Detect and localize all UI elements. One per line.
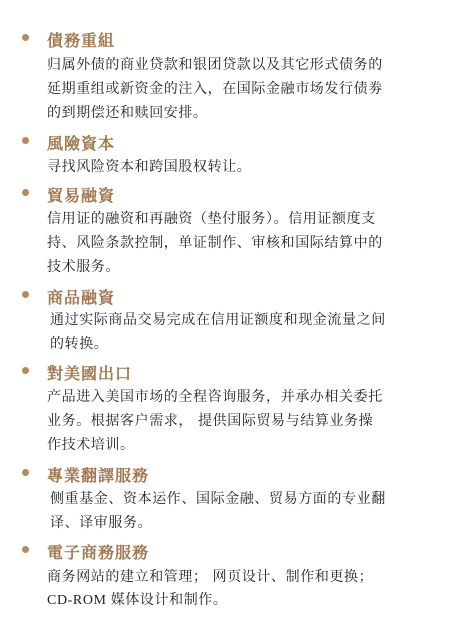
section-text-line: 寻找风险资本和跨国股权转让。	[47, 159, 252, 175]
bullet-icon	[22, 367, 29, 374]
section-text-line: 持、风险条款控制，单证制作、审核和国际结算中的	[47, 235, 383, 251]
section-heading: 電子商務服務	[47, 543, 150, 562]
section-heading: 貿易融資	[47, 186, 116, 205]
bullet-icon	[22, 546, 29, 553]
section-text-line: 通过实际商品交易完成在信用证额度和现金流量之间	[50, 312, 386, 328]
section-heading: 風險資本	[47, 134, 116, 153]
bullet-icon	[22, 291, 29, 298]
section-text-line: 归属外债的商业贷款和银团贷款以及其它形式债务的	[47, 57, 383, 73]
section-text-line: 译、译审服务。	[50, 515, 153, 531]
section-text-line: 技术服务。	[47, 259, 120, 275]
section-heading: 商品融資	[47, 288, 116, 307]
bullet-icon	[22, 469, 29, 476]
section-text-line: 作技术培训。	[47, 437, 135, 453]
section-text-line: 的到期偿还和赎回安排。	[47, 105, 208, 121]
section-heading: 對美國出口	[47, 364, 133, 383]
section-text-line: 产品进入美国市场的全程咨询服务，并承办相关委托	[47, 389, 383, 405]
bullet-icon	[22, 189, 29, 196]
section-text-line: 信用证的融资和再融资（垫付服务）。信用证额度支	[47, 211, 376, 227]
section-text-line: 延期重组或新资金的注入，在国际金融市场发行债劵	[47, 81, 383, 97]
section-text-line: 商务网站的建立和管理； 网页设计、制作和更换；	[47, 569, 374, 585]
bullet-icon	[22, 34, 29, 41]
section-text-line: 业务。根据客户需求， 提供国际贸易与结算业务操	[47, 413, 374, 429]
section-text-line: 侧重基金、资本运作、国际金融、贸易方面的专业翻	[50, 491, 386, 507]
bullet-icon	[22, 137, 29, 144]
section-heading: 專業翻譯服務	[47, 466, 150, 485]
section-heading: 債務重組	[47, 31, 116, 50]
section-text-line: CD-ROM 媒体设计和制作。	[47, 593, 228, 608]
section-text-line: 的转换。	[50, 336, 109, 352]
